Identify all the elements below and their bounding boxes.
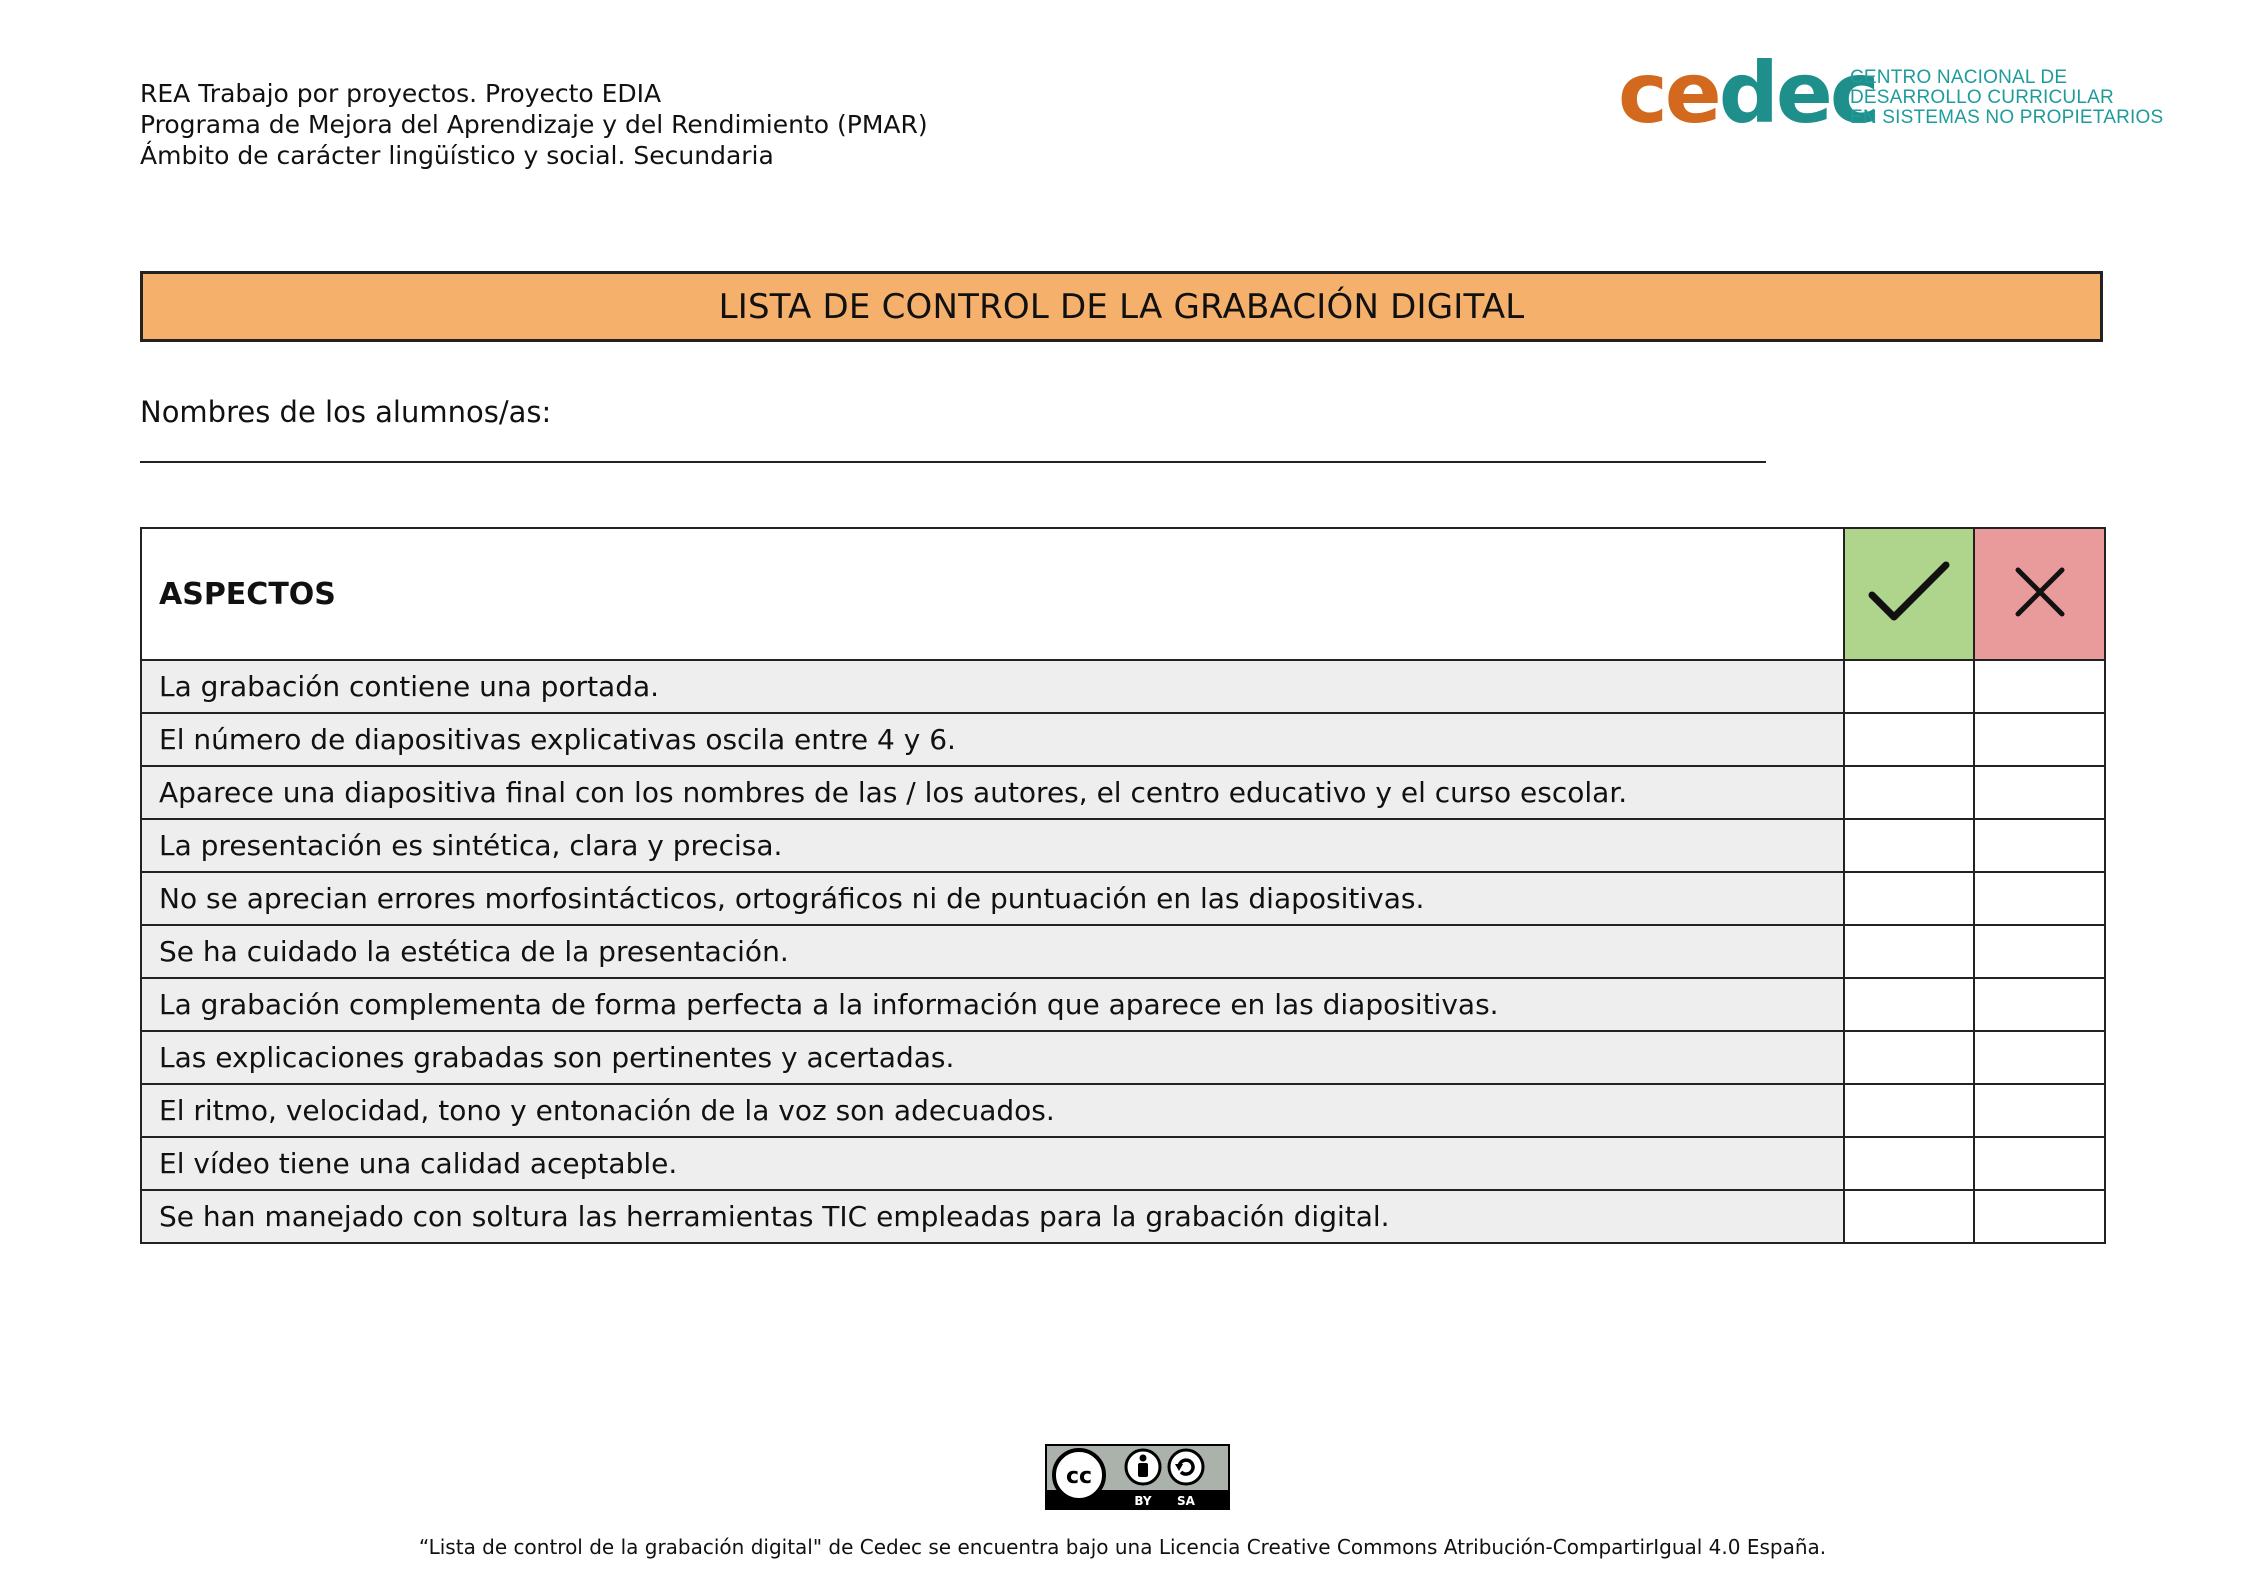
aspect-cell: El ritmo, velocidad, tono y entonación de la voz son adecuados. xyxy=(141,1084,1844,1137)
no-check-cell[interactable] xyxy=(1974,1084,2105,1137)
aspect-cell: La presentación es sintética, clara y precisa. xyxy=(141,819,1844,872)
no-check-cell[interactable] xyxy=(1974,766,2105,819)
cedec-logo xyxy=(1618,44,2164,142)
wordmark-part-orange: ce xyxy=(1618,44,1719,142)
checklist-row xyxy=(141,1137,2105,1190)
aspect-cell: Aparece una diapositiva final con los nombres de las / los autores, el centro educativo y el curso escolar. xyxy=(141,766,1844,819)
yes-check-cell[interactable] xyxy=(1844,766,1974,819)
aspect-cell: El vídeo tiene una calidad aceptable. xyxy=(141,1137,1844,1190)
aspect-cell: No se aprecian errores morfosintácticos, ortográficos ni de puntuación en las diapositivas. xyxy=(141,872,1844,925)
students-names-label: Nombres de los alumnos/as: xyxy=(140,395,552,429)
by-label: BY xyxy=(1134,1494,1152,1508)
yes-check-cell[interactable] xyxy=(1844,872,1974,925)
no-check-cell[interactable] xyxy=(1974,660,2105,713)
checklist-row xyxy=(141,766,2105,819)
checklist-header-row xyxy=(141,528,2105,660)
yes-column-header xyxy=(1844,528,1974,660)
no-check-cell[interactable] xyxy=(1974,819,2105,872)
checklist-row xyxy=(141,819,2105,872)
checklist-row xyxy=(141,660,2105,713)
checkmark-icon xyxy=(1864,557,1954,627)
document-header xyxy=(140,78,928,171)
cedec-tagline xyxy=(1850,68,2163,128)
aspect-cell: La grabación contiene una portada. xyxy=(141,660,1844,713)
header-line-scope: Ámbito de carácter lingüístico y social. Secundaria xyxy=(140,141,774,170)
tagline-line-2: DESARROLLO CURRICULAR xyxy=(1850,87,2114,108)
aspect-cell: Se han manejado con soltura las herramientas TIC empleadas para la grabación digital. xyxy=(141,1190,1844,1243)
checklist-row xyxy=(141,978,2105,1031)
yes-check-cell[interactable] xyxy=(1844,925,1974,978)
aspects-column-header: ASPECTOS xyxy=(141,528,1844,660)
license-footer: “Lista de control de la grabación digital" de Cedec se encuentra bajo una Licencia Creative Commons Atribución-CompartirIgual 4.0 España. xyxy=(418,1535,1827,1559)
checklist-row xyxy=(141,713,2105,766)
checklist-row xyxy=(141,1084,2105,1137)
no-check-cell[interactable] xyxy=(1974,1190,2105,1243)
yes-check-cell[interactable] xyxy=(1844,978,1974,1031)
students-names-write-line[interactable] xyxy=(140,461,1766,463)
aspect-cell: Se ha cuidado la estética de la presentación. xyxy=(141,925,1844,978)
checklist-row xyxy=(141,872,2105,925)
no-check-cell[interactable] xyxy=(1974,1031,2105,1084)
yes-check-cell[interactable] xyxy=(1844,713,1974,766)
header-line-program: Programa de Mejora del Aprendizaje y del Rendimiento (PMAR) xyxy=(140,110,928,139)
yes-check-cell[interactable] xyxy=(1844,1190,1974,1243)
sa-share-icon xyxy=(1169,1450,1203,1484)
tagline-line-3: EN SISTEMAS NO PROPIETARIOS xyxy=(1850,107,2164,128)
cedec-wordmark xyxy=(1618,44,1877,142)
checklist-row xyxy=(141,925,2105,978)
cc-label: cc xyxy=(1065,1464,1093,1489)
aspect-cell: Las explicaciones grabadas son pertinentes y acertadas. xyxy=(141,1031,1844,1084)
checklist-row xyxy=(141,1031,2105,1084)
no-check-cell[interactable] xyxy=(1974,872,2105,925)
no-column-header xyxy=(1974,528,2105,660)
sa-label: SA xyxy=(1177,1494,1195,1508)
no-check-cell[interactable] xyxy=(1974,713,2105,766)
no-check-cell[interactable] xyxy=(1974,1137,2105,1190)
tagline-line-1: CENTRO NACIONAL DE xyxy=(1850,67,2068,88)
checklist-table xyxy=(140,527,2106,1244)
aspect-cell: El número de diapositivas explicativas oscila entre 4 y 6. xyxy=(141,713,1844,766)
page-title: LISTA DE CONTROL DE LA GRABACIÓN DIGITAL xyxy=(140,271,2103,342)
yes-check-cell[interactable] xyxy=(1844,660,1974,713)
yes-check-cell[interactable] xyxy=(1844,1031,1974,1084)
aspect-cell: La grabación complementa de forma perfecta a la información que aparece en las diapositivas. xyxy=(141,978,1844,1031)
header-line-project: REA Trabajo por proyectos. Proyecto EDIA xyxy=(140,79,662,108)
wordmark-part-teal: dec xyxy=(1718,44,1877,142)
yes-check-cell[interactable] xyxy=(1844,819,1974,872)
no-check-cell[interactable] xyxy=(1974,925,2105,978)
cc-by-sa-badge xyxy=(1045,1444,1230,1510)
checklist-row xyxy=(141,1190,2105,1243)
yes-check-cell[interactable] xyxy=(1844,1137,1974,1190)
no-check-cell[interactable] xyxy=(1974,978,2105,1031)
yes-check-cell[interactable] xyxy=(1844,1084,1974,1137)
cross-icon xyxy=(2010,562,2070,622)
